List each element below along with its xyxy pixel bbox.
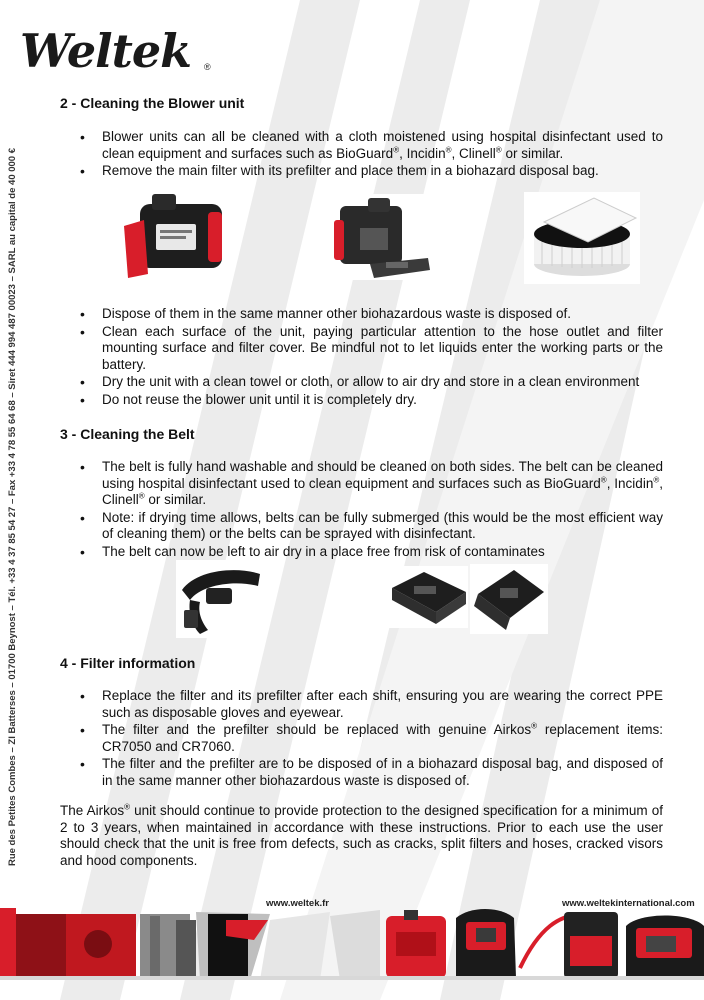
list-item: • Replace the filter and its prefilter after each shift, ensuring you are wearing the correct PPE such as disposable gloves and eyewear. xyxy=(80,688,663,721)
footer-products-strip xyxy=(0,906,704,980)
blower-filter-removed-image xyxy=(330,194,432,280)
belt-image xyxy=(176,560,266,638)
list-item: • The belt is fully hand washable and should be cleaned on both sides. The belt can be cleaned using hospital disinfectant used to clean equipment and surfaces such as BioGuard®, Incidin®, Clinell® or similar. xyxy=(80,459,663,509)
company-address-vertical: Rue des Petites Combes – ZI Batterses – 01700 Beynost – Tél. +33 4 37 85 54 27 – Fax +33 4 78 55 64 68 – Siret 444 994 487 00023 – SARL au capital de 40 000 € xyxy=(7,147,18,867)
logo-registered-mark: ® xyxy=(204,62,211,72)
belt-cleaning-list xyxy=(80,459,663,561)
list-item: • Note: if drying time allows, belts can be fully submerged (this would be the most efficient way of cleaning them) or the belts can be sprayed with disinfectant. xyxy=(80,510,663,543)
list-item: • The belt can now be left to air dry in a place free from risk of contaminates xyxy=(80,544,663,561)
footer-url-international[interactable]: www.weltekinternational.com xyxy=(562,898,695,909)
footer-banner xyxy=(0,898,704,980)
list-item: • Dry the unit with a clean towel or cloth, or allow to air dry and store in a clean environment xyxy=(80,374,663,391)
list-item: • Clean each surface of the unit, paying particular attention to the hose outlet and filter mounting surface and filter cover. Be mindful not to let liquids enter the working parts or the battery. xyxy=(80,324,663,374)
list-item: • Dispose of them in the same manner other biohazardous waste is disposed of. xyxy=(80,306,663,323)
blower-unit-image xyxy=(122,190,226,278)
logo-wordmark: Weltek xyxy=(20,24,192,78)
section-heading-blower: 2 - Cleaning the Blower unit xyxy=(60,95,245,111)
list-item: • The filter and the prefilter should be replaced with genuine Airkos® replacement items: CR7050 and CR7060. xyxy=(80,722,663,755)
blower-cleaning-list-continued xyxy=(80,306,663,409)
section-heading-belt: 3 - Cleaning the Belt xyxy=(60,426,195,442)
blower-cleaning-list xyxy=(80,129,663,181)
list-item: • Remove the main filter with its prefilter and place them in a biohazard disposal bag. xyxy=(80,163,663,180)
section-heading-filter: 4 - Filter information xyxy=(60,655,196,671)
footer-url-fr[interactable]: www.weltek.fr xyxy=(266,898,329,909)
belt-buckle-image xyxy=(388,566,468,628)
weltek-logo xyxy=(20,22,211,82)
filter-information-list xyxy=(80,688,663,790)
belt-buckle-clip-image xyxy=(470,564,548,634)
bottom-divider xyxy=(0,976,704,980)
list-item: • Blower units can all be cleaned with a cloth moistened using hospital disinfectant used to clean equipment and surfaces such as BioGuard®, Incidin®, Clinell® or similar. xyxy=(80,129,663,162)
closing-paragraph: The Airkos® unit should continue to provide protection to the designed specification for a minimum of 2 to 3 years, when maintained in accordance with these instructions. Prior to each use the user should check that the unit is free from defects, such as cracks, split filters and hoses, cracked visors and hood components. xyxy=(60,802,663,868)
list-item: • The filter and the prefilter are to be disposed of in a biohazard disposal bag, and disposed of in the same manner other biohazardous waste is disposed of. xyxy=(80,756,663,789)
filter-cartridge-image xyxy=(524,192,640,284)
list-item: • Do not reuse the blower unit until it is completely dry. xyxy=(80,392,663,409)
